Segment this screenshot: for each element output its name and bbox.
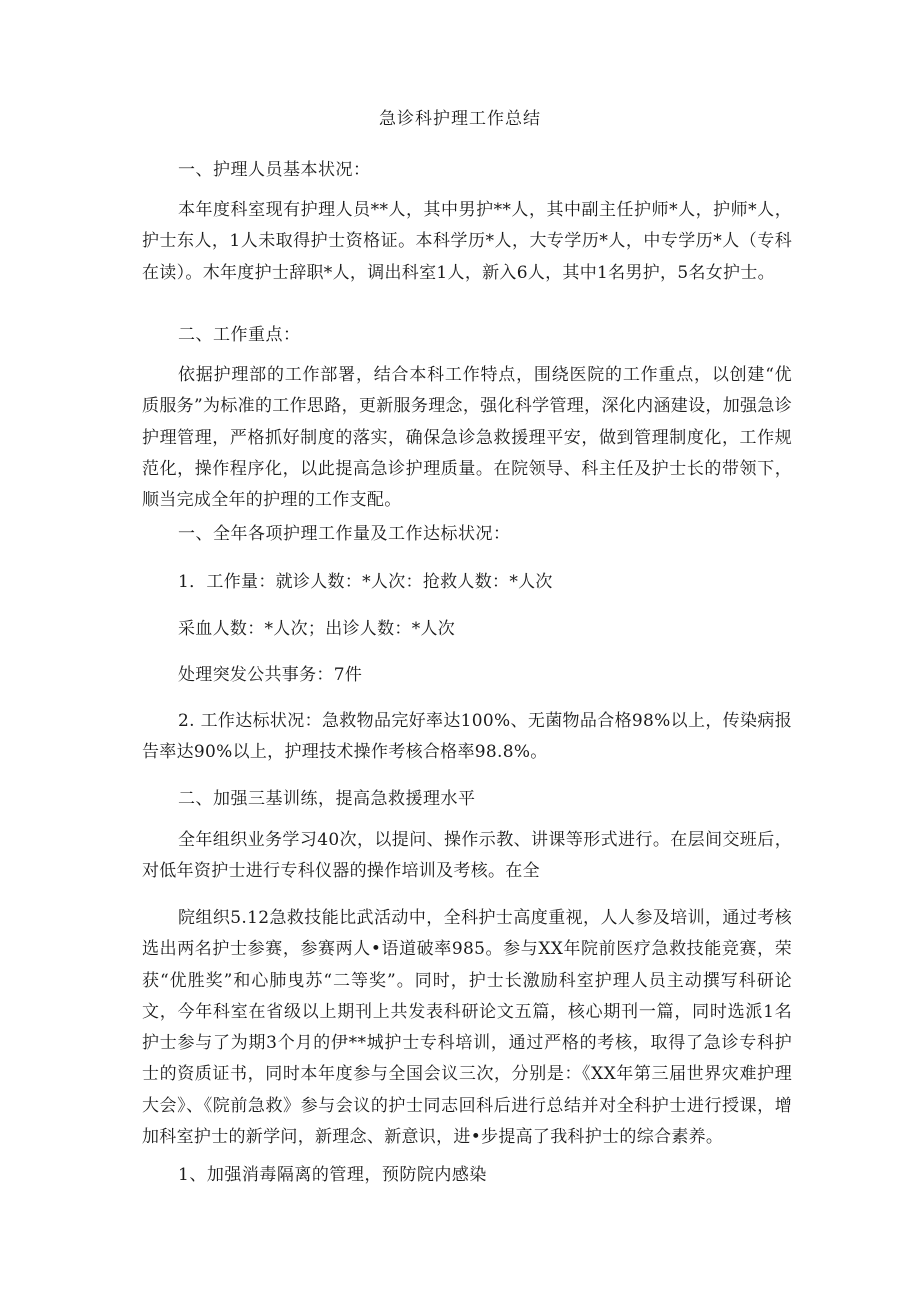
paragraph-competition: 院组织5.12急救技能比武活动中，全科护士高度重视，人人参及培训，通过考核选出两名护士参赛，参赛两人•语道破率985。参与XX年院前医疗急救技能竞赛，荣获“优胜奖”和心肺曳苏“二等奖”。同时，护士长激励科室护理人员主动撰写科研论文，今年科室在省级以上期刊上共发表科研论文五篇，核心期刊一篇，同时选派1名护士参与了为期3个月的伊**城护士专科培训，通过严格的考核，取得了急诊专科护士的资质证书，同时本年度参与全国会议三次，分别是：《XX年第三届世界灾难护理大会》、《院前急救》参与会议的护士同志回科后进行总结并对全科护士进行授课，增加科室护士的新学问，新理念、新意识，进•步提高了我科护士的综合素养。 [142, 908, 792, 1148]
section-heading-focus: 二、工作重点： [178, 325, 301, 345]
workload-line-emergencies: 处理突发公共事务：7件 [178, 665, 363, 685]
section-heading-infection: 1、加强消毒隔离的管理，预防院内感染 [178, 1165, 487, 1185]
paragraph-standards: 2. 工作达标状况：急救物品完好率达100%、无菌物品合格98%以上，传染病报告率达90%以上，护理技术操作考核合格率98.8%。 [142, 711, 792, 763]
section-heading-workload: 一、全年各项护理工作量及工作达标状况： [178, 524, 511, 544]
workload-line-blood: 采血人数：*人次；出诊人数：*人次 [178, 619, 456, 639]
paragraph-work-focus: 依据护理部的工作部署，结合本科工作特点，围绕医院的工作重点，以创建“优质服务”为标准的工作思路，更新服务理念，强化科学管理，深化内涵建设，加强急诊护理管理，严格抓好制度的落实，确保急诊急救援理平安，做到管理制度化，工作规范化，操作程序化，以此提高急诊护理质量。在院领导、科主任及护士长的带领下，顺当完成全年的护理的工作支配。 [142, 365, 792, 511]
section-heading-staff: 一、护理人员基本状况： [178, 160, 371, 180]
document-title: 急诊科护理工作总结 [379, 109, 541, 129]
section-heading-training: 二、加强三基训练，提高急救援理水平 [178, 789, 476, 809]
paragraph-staff-status: 本年度科室现有护理人员**人，其中男护**人，其中副主任护师*人，护师*人，护士东人，1人未取得护士资格证。本科学历*人，大专学历*人，中专学历*人（专科在读）。木年度护士辞职*人，调出科室1人，新入6人，其中1名男护，5名女护士。 [142, 200, 792, 283]
paragraph-training: 全年组织业务学习40次，以提问、操作示教、讲课等形式进行。在层间交班后，对低年资护士进行专科仪器的操作培训及考核。在全 [142, 830, 792, 882]
workload-line-visits: 1．工作量：就诊人数：*人次：抢救人数：*人次 [178, 572, 553, 592]
